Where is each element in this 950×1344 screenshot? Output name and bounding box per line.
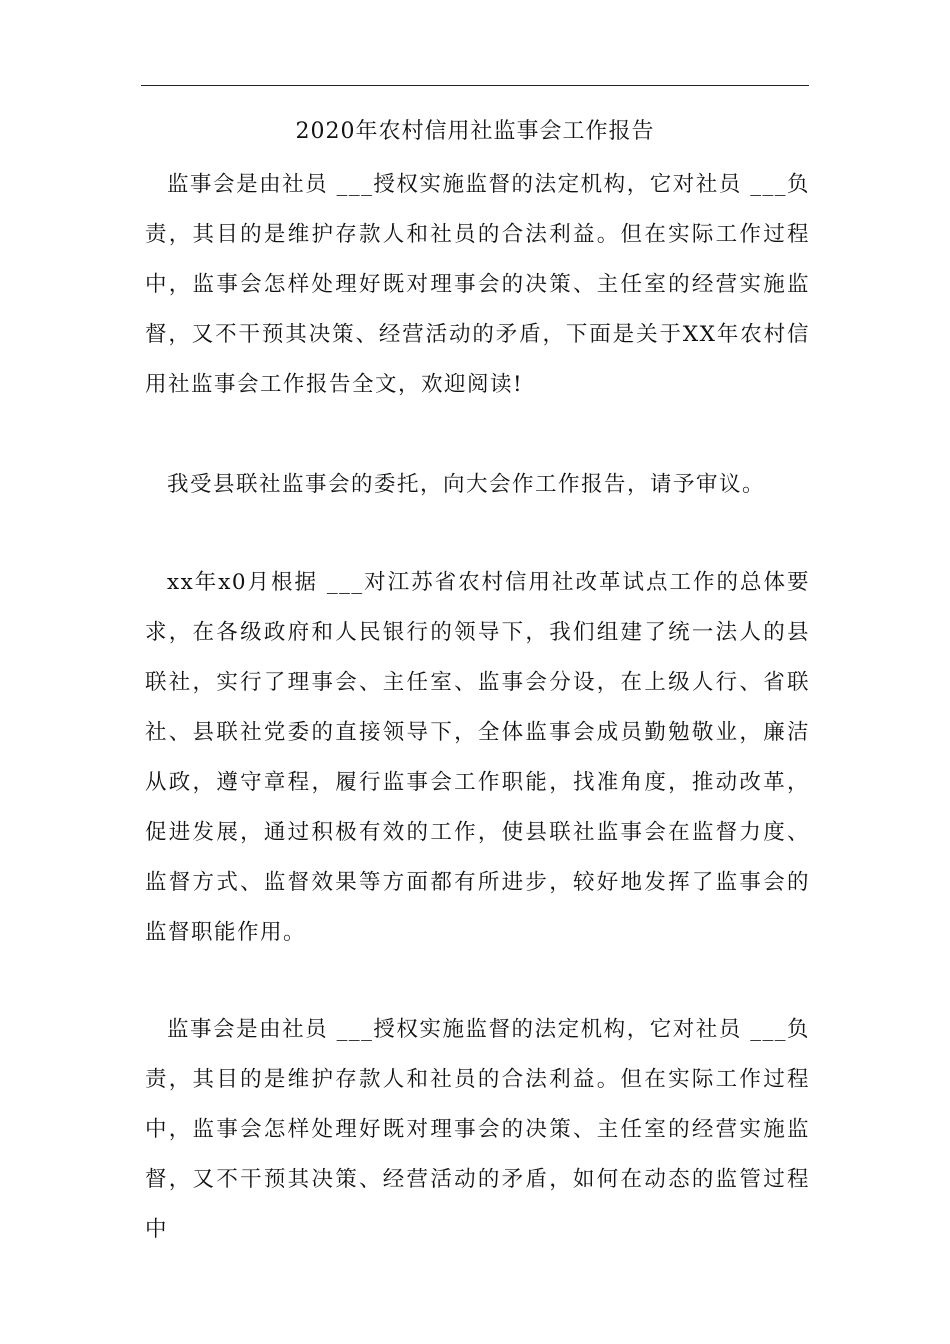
paragraph-intro: 监事会是由社员 ___授权实施监督的法定机构，它对社员 ___负责，其目的是维护存款人和社员的合法利益。但在实际工作过程中，监事会怎样处理好既对理事会的决策、主任室的经营实施监督，又不干预其决策、经营活动的矛盾，下面是关于XX年农村信用社监事会工作报告全文，欢迎阅读! — [145, 172, 810, 397]
paragraph-commission: 我受县联社监事会的委托，向大会作工作报告，请予审议。 — [167, 472, 766, 497]
paragraph-supervision: 监事会是由社员 ___授权实施监督的法定机构，它对社员 ___负责，其目的是维护存款人和社员的合法利益。但在实际工作过程中，监事会怎样处理好既对理事会的决策、主任室的经营实施监督，又不干预其决策、经营活动的矛盾，如何在动态的监管过程中 — [145, 1017, 810, 1242]
paragraph-reform: xx年x0月根据 ___对江苏省农村信用社改革试点工作的总体要求，在各级政府和人民银行的领导下，我们组建了统一法人的县联社，实行了理事会、主任室、监事会分设，在上级人行、省联社、县联社党委的直接领导下，全体监事会成员勤勉敬业，廉洁从政，遵守章程，履行监事会工作职能，找准角度，推动改革，促进发展，通过积极有效的工作，使县联社监事会在监督力度、监督方式、监督效果等方面都有所进步，较好地发挥了监事会的监督职能作用。 — [145, 570, 810, 945]
document-title: 2020年农村信用社监事会工作报告 — [295, 119, 655, 144]
header-rule — [141, 85, 809, 86]
